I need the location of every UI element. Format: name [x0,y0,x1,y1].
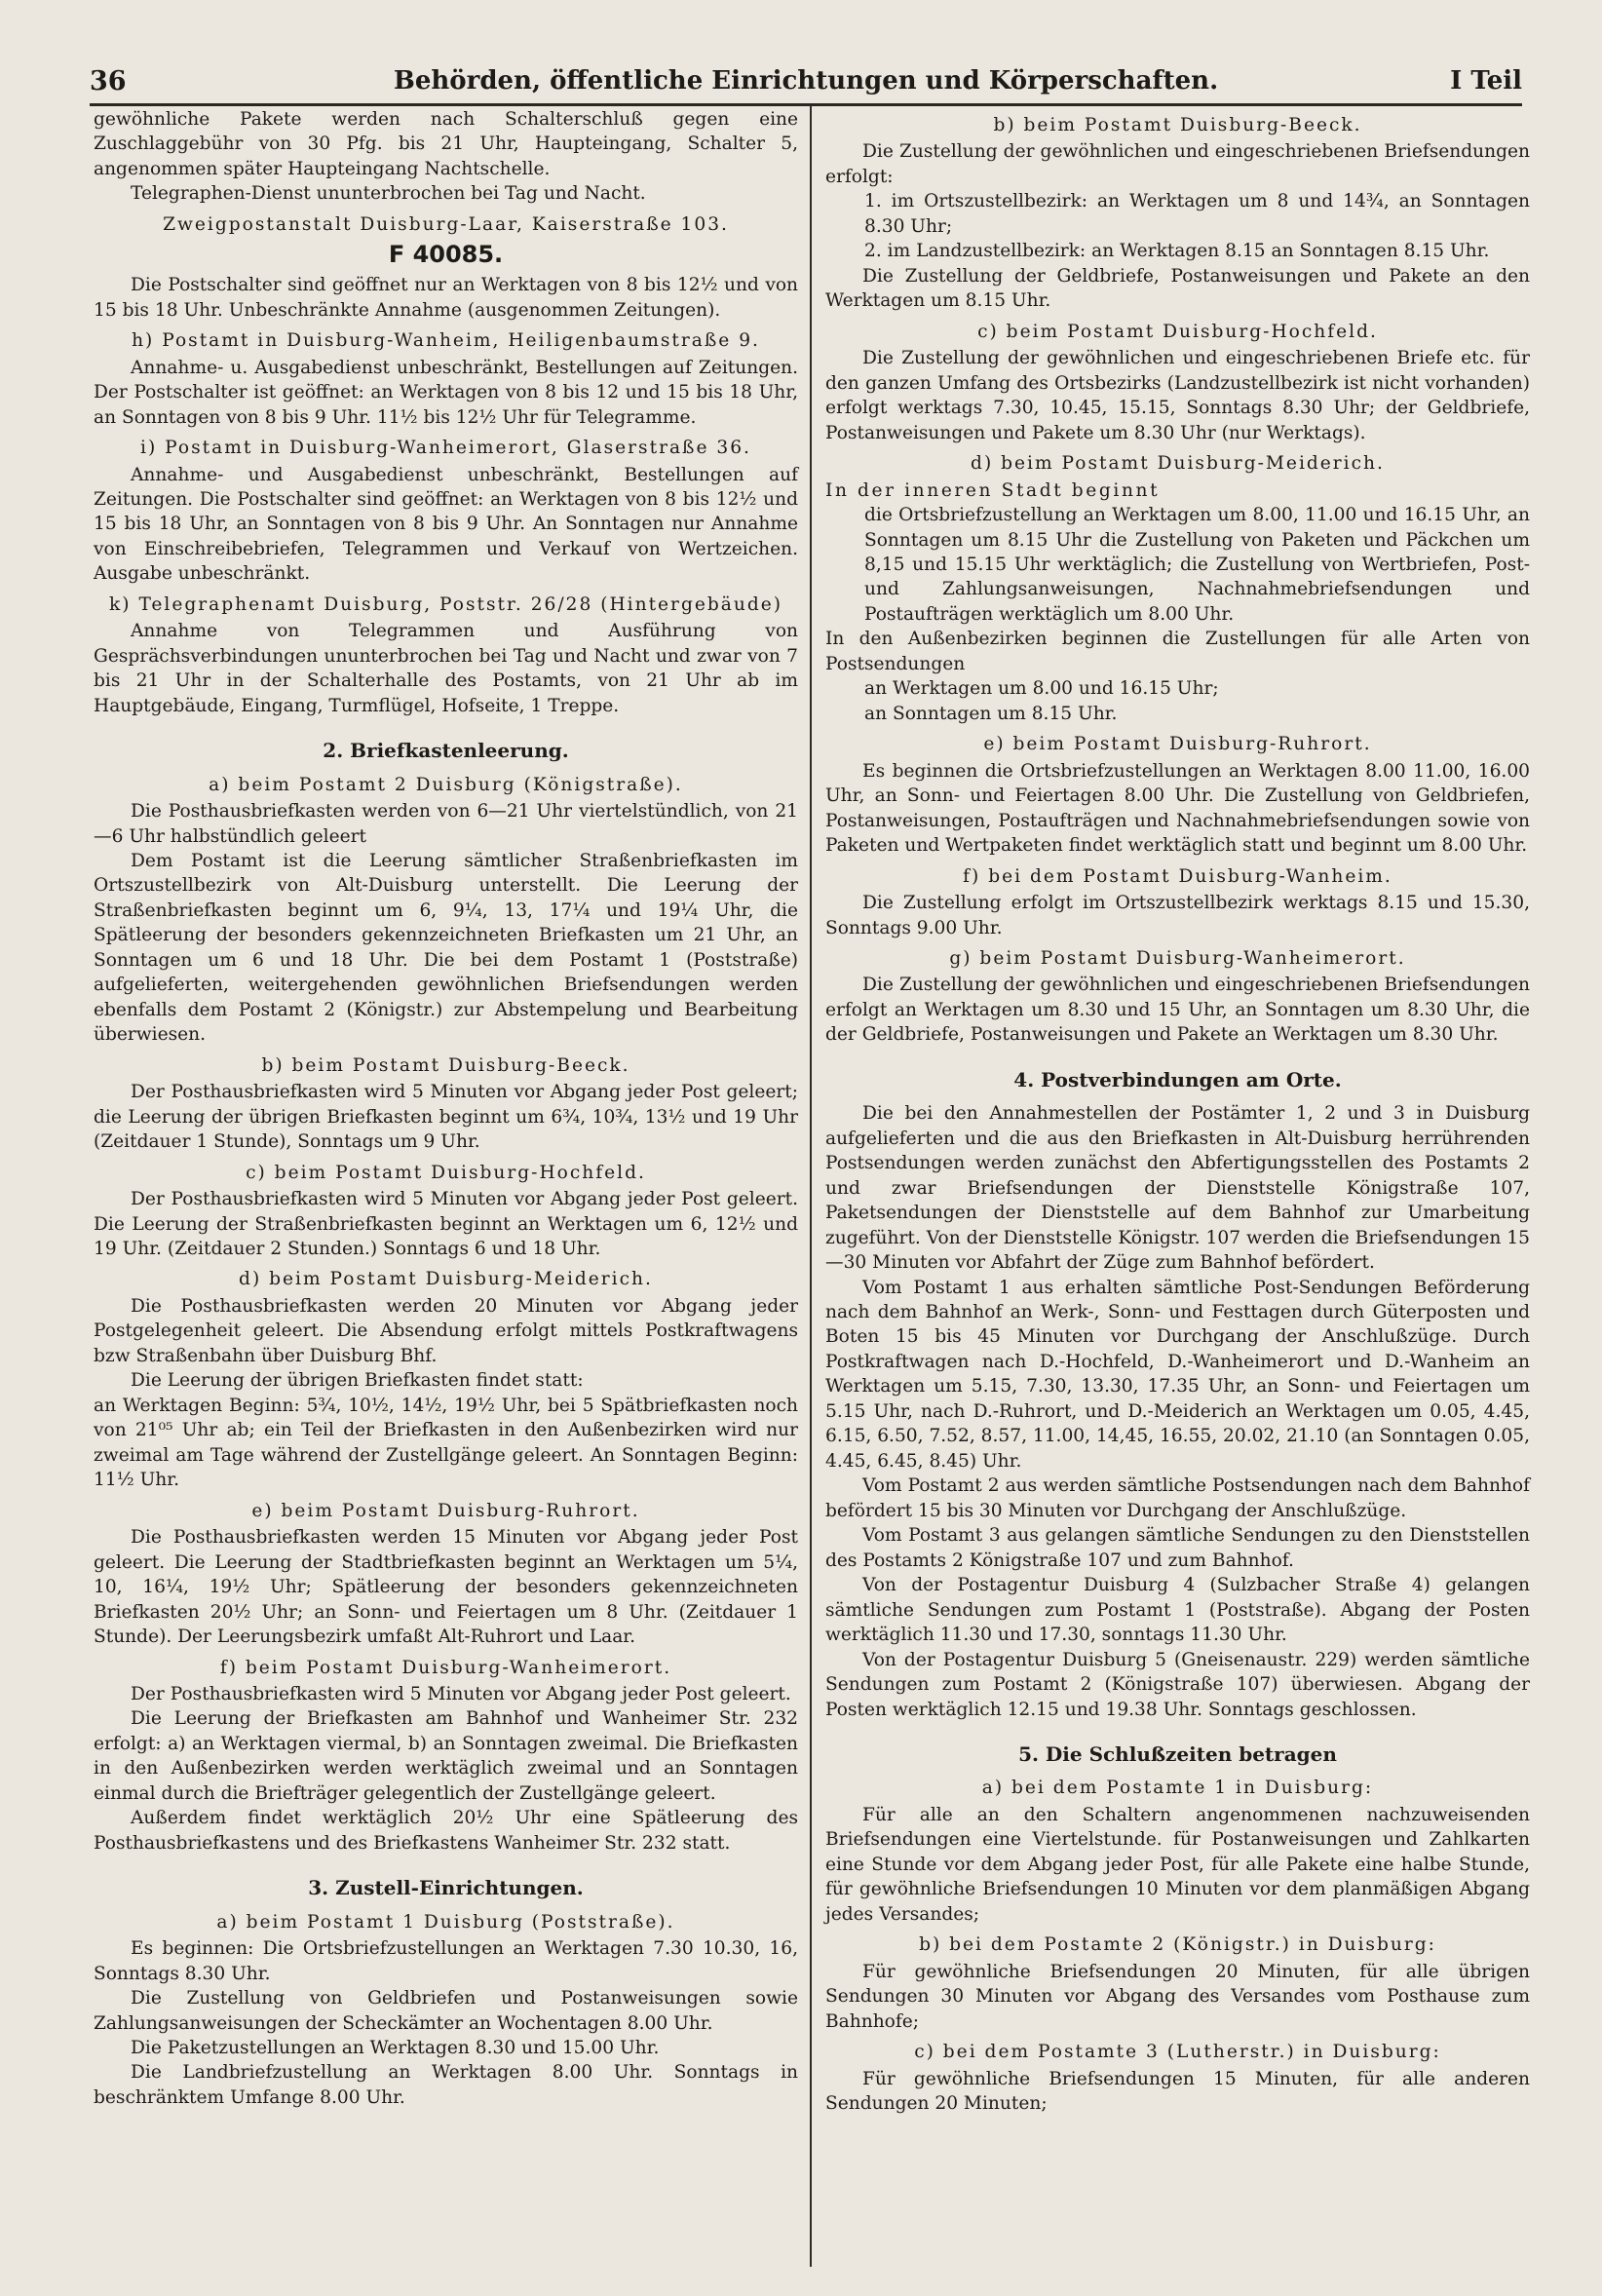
s3e-heading: e) beim Postamt Duisburg-Ruhrort. [983,734,1372,755]
right-column [825,107,1530,2116]
s2e-heading: e) beim Postamt Duisburg-Ruhrort. [251,1500,640,1521]
laar-phone: F 40085. [388,241,504,269]
s3f-heading: f) bei dem Postamt Duisburg-Wanheim. [963,865,1392,887]
s2a-paragraph-2: Dem Postamt ist die Leerung sämtlicher Straßenbriefkasten im Ortszustellbezirk von Alt-Duisburg unterstellt. Die Leerung der Straßenbriefkasten beginnt um 6, 9¼, 13, 17¼ und 19¼ Uhr, die Spätleerung der besonders gekennzeichneten Briefkasten um 21 Uhr, an Sonntagen um 6 und 18 Uhr. Die bei dem Postamt 1 (Poststraße) aufgelieferten, weitergehenden gewöhnlichen Briefsendungen werden ebenfalls dem Postamt 2 (Königstr.) zur Abstempelung und Bearbeitung überwiesen. [94,850,798,1046]
s3d-outer-label: In den Außenbezirken beginnen die Zustellungen für alle Arten von Postsendungen [825,629,1530,674]
s4-paragraph-4: Vom Postamt 3 aus gelangen sämtliche Sendungen zu den Dienststellen des Postamts 2 Königstraße 107 und zum Bahnhof. [825,1525,1530,1571]
s2f-paragraph-3: Außerdem findet werktäglich 20½ Uhr eine Spätleerung des Posthausbriefkastens und des Briefkastens Wanheimer Str. 232 statt. [94,1808,798,1854]
s5b-heading: b) bei dem Postamte 2 (Königstr.) in Duisburg: [919,1934,1436,1956]
s3a-paragraph-3: Die Paketzustellungen an Werktagen 8.30 und 15.00 Uhr. [131,2038,660,2058]
s3c-paragraph: Die Zustellung der gewöhnlichen und eingeschriebenen Briefe etc. für den ganzen Umfang des Ortsbezirks (Landzustellbezirk ist nicht vorhanden) erfolgt werktags 7.30, 10.45, 15.15, Sonntags 8.30 Uhr; der Geldbriefe, Postanweisungen und Pakete um 8.30 Uhr (nur Werktags). [825,348,1530,443]
s3b-heading: b) beim Postamt Duisburg-Beeck. [993,115,1362,135]
s4-paragraph-5: Von der Postagentur Duisburg 4 (Sulzbacher Straße 4) gelangen sämtliche Sendungen zum Postamt 1 (Poststraße). Abgang der Posten werktäglich 11.30 und 17.30, sonntags 11.30 Uhr. [825,1575,1530,1646]
s3b-paragraph-1: Die Zustellung der gewöhnlichen und eingeschriebenen Briefsendungen erfolgt: [825,141,1530,187]
s2a-heading: a) beim Postamt 2 Duisburg (Königstraße). [209,774,683,795]
s3b-paragraph-2: Die Zustellung der Geldbriefe, Postanweisungen und Pakete an den Werktagen um 8.15 Uhr. [825,265,1530,312]
s2d-heading: d) beim Postamt Duisburg-Meiderich. [239,1269,653,1290]
s3g-heading: g) beim Postamt Duisburg-Wanheimerort. [949,948,1406,969]
s3e-paragraph: Es beginnen die Ortsbriefzustellungen an Werktagen 8.00 11.00, 16.00 Uhr, an Sonn- und Feiertagen 8.00 Uhr. Die Zustellung von Geldbriefen, Postanweisungen, Postaufträgen und Nachnahmebriefsendungen sowie von Paketen und Wertpaketen findet werktäglich statt und beginnt um 8.00 Uhr. [825,760,1530,857]
s4-paragraph-2: Vom Postamt 1 aus erhalten sämtliche Post-Sendungen Beförderung nach dem Bahnhof an Werk-, Sonn- und Festtagen durch Güterposten und Boten 15 bis 45 Minuten vor Durchgang der Anschlußzüge. Durch Postkraftwagen nach D.-Hochfeld, D.-Wanheimerort und D.-Wanheim an Werktagen um 5.15, 7.30, 13.30, 17.35 Uhr, an Sonn- und Feiertagen um 5.15 Uhr, nach D.-Ruhrort, und D.-Meiderich an Werktagen um 0.05, 4.45, 6.15, 6.50, 7.52, 8.57, 11.00, 14,45, 16.55, 20.02, 21.10 (an Sonntagen 0.05, 4.45, 6.45, 8.45) Uhr. [825,1277,1530,1472]
s5a-paragraph: Für alle an den Schaltern angenommenen nachzuweisenden Briefsendungen eine Viertelstunde. für Postanweisungen und Zahlkarten eine Stunde vor dem Abgang jeder Post, für alle Pakete eine halbe Stunde, für gewöhnliche Briefsendungen 10 Minuten vor dem planmäßigen Abgang jedes Versandes; [825,1804,1530,1925]
s2d-paragraph-1: Die Posthausbriefkasten werden 20 Minuten vor Abgang jeder Postgelegenheit geleert. Die Absendung erfolgt mittels Postkraftwagens bzw Straßenbahn über Duisburg Bhf. [94,1295,798,1366]
s5b-paragraph: Für gewöhnliche Briefsendungen 20 Minuten, für alle übrigen Sendungen 30 Minuten vor Abgang des Versandes vom Posthause zum Bahnhofe; [825,1961,1530,2032]
s2c-paragraph: Der Posthausbriefkasten wird 5 Minuten vor Abgang jeder Post geleert. Die Leerung der Straßenbriefkasten beginnt an Werktagen um 6, 12½ und 19 Uhr. (Zeitdauer 2 Stunden.) Sonntags 6 und 18 Uhr. [94,1189,798,1260]
laar-paragraph: Die Postschalter sind geöffnet nur an Werktagen von 8 bis 12½ und von 15 bis 18 Uhr. Unbeschränkte Annahme (ausgenommen Zeitungen). [94,275,798,321]
s3a-heading: a) beim Postamt 1 Duisburg (Poststraße). [216,1911,675,1932]
column-divider [810,105,812,2267]
s3a-paragraph-1: Es beginnen: Die Ortsbriefzustellungen an Werktagen 7.30 10.30, 16, Sonntags 8.30 Uhr. [94,1938,798,1984]
s3d-inner-paragraph: die Ortsbriefzustellung an Werktagen um 8.00, 11.00 und 16.15 Uhr, an Sonntagen um 8.15 Uhr die Zustellung von Paketen und Päckchen um 8,15 und 15.15 Uhr werktäglich; die Zustellung von Wertbriefen, Post- und Zahlungsanweisungen, Nachnahmebriefsendungen und Postaufträgen werktäglich um 8.00 Uhr. [864,505,1530,625]
section-h-heading: h) Postamt in Duisburg-Wanheim, Heiligenbaumstraße 9. [132,330,760,352]
running-title: Behörden, öffentliche Einrichtungen und Körperschaften. [393,66,1219,96]
section-5-title: 5. Die Schlußzeiten betragen [1018,1741,1337,1766]
s5c-heading: c) bei dem Postamte 3 (Lutherstr.) in Duisburg: [914,2042,1441,2063]
s3b-line-2: 2. im Landzustellbezirk: an Werktagen 8.15 an Sonntagen 8.15 Uhr. [864,241,1490,262]
s2f-paragraph-1: Der Posthausbriefkasten wird 5 Minuten vor Abgang jeder Post geleert. [131,1683,791,1704]
s3a-paragraph-4: Die Landbriefzustellung an Werktagen 8.00 Uhr. Sonntags in beschränktem Umfange 8.00 Uhr. [94,2062,798,2108]
s3g-paragraph: Die Zustellung der gewöhnlichen und eingeschriebenen Briefsendungen erfolgt an Werktagen um 8.30 und 15 Uhr, an Sonntagen um 8.30 Uhr, die der Geldbriefe, Postanweisungen und Pakete an Werktagen um 8.30 Uhr. [825,975,1530,1046]
s2c-heading: c) beim Postamt Duisburg-Hochfeld. [246,1162,646,1183]
s5a-heading: a) bei dem Postamte 1 in Duisburg: [981,1778,1374,1799]
s3f-paragraph: Die Zustellung erfolgt im Ortszustellbezirk werktags 8.15 und 15.30, Sonntags 9.00 Uhr. [825,893,1530,938]
s3a-paragraph-2: Die Zustellung von Geldbriefen und Postanweisungen sowie Zahlungsanweisungen der Scheckämter an Wochentagen 8.00 Uhr. [94,1988,798,2034]
section-4-title: 4. Postverbindungen am Orte. [1013,1067,1342,1091]
s2f-heading: f) beim Postamt Duisburg-Wanheimerort. [219,1657,672,1678]
section-h-paragraph: Annahme- u. Ausgabedienst unbeschränkt, Bestellungen auf Zeitungen. Der Postschalter ist geöffnet: an Werktagen von 8 bis 12 und 15 bis 18 Uhr, an Sonntagen von 8 bis 9 Uhr. 11½ bis 12½ Uhr für Telegramme. [94,357,798,428]
laar-heading: Zweigpostanstalt Duisburg-Laar, Kaiserstraße 103. [163,213,729,235]
s3d-outer-line-2: an Sonntagen um 8.15 Uhr. [864,703,1118,724]
section-3-title: 3. Zustell-Einrichtungen. [308,1876,584,1900]
s2a-paragraph-1: Die Posthausbriefkasten werden von 6—21 Uhr viertelstündlich, von 21—6 Uhr halbstündlich geleert [94,801,798,847]
s4-paragraph-1: Die bei den Annahmestellen der Postämter 1, 2 und 3 in Duisburg aufgelieferten und die aus den Briefkasten in Alt-Duisburg herrührenden Postsendungen werden zunächst den Abfertigungsstellen des Postamts 2 und zwar Briefsendungen der Dienststelle Königstraße 107, Paketsendungen der Dienststelle auf dem Bahnhof zur Umarbeitung zugeführt. Von der Dienststelle Königstr. 107 werden die Briefsendungen 15—30 Minuten vor Abfahrt der Züge zum Bahnhof befördert. [825,1103,1530,1274]
s2b-paragraph: Der Posthausbriefkasten wird 5 Minuten vor Abgang jeder Post geleert; die Leerung der übrigen Briefkasten beginnt um 6¾, 10¾, 13½ und 19 Uhr (Zeitdauer 1 Stunde), Sonntags um 9 Uhr. [94,1082,798,1153]
left-column [94,107,798,2110]
page-number: 36 [90,66,127,96]
telegraph-paragraph: Telegraphen-Dienst ununterbrochen bei Tag und Nacht. [131,183,646,205]
s4-paragraph-6: Von der Postagentur Duisburg 5 (Gneisenaustr. 229) werden sämtliche Sendungen zum Postamt 2 (Königstraße 107) überwiesen. Abgang der Posten werktäglich 12.15 und 19.38 Uhr. Sonntags geschlossen. [825,1649,1530,1720]
s3d-outer-line-1: an Werktagen um 8.00 und 16.15 Uhr; [864,678,1219,700]
section-i-heading: i) Postamt in Duisburg-Wanheimerort, Glaserstraße 36. [140,438,751,459]
intro-paragraph: gewöhnliche Pakete werden nach Schalterschluß gegen eine Zuschlaggebühr von 30 Pfg. bis 21 Uhr, Haupteingang, Schalter 5, angenommen später Haupteingang Nachtschelle. [94,109,798,179]
section-2-title: 2. Briefkastenleerung. [323,739,569,763]
part-label: I Teil [1450,66,1522,96]
section-k-paragraph: Annahme von Telegrammen und Ausführung von Gesprächsverbindungen ununterbrochen bei Tag und Nacht und zwar von 7 bis 21 Uhr in der Schalterhalle des Postamts, von 21 Uhr ab im Hauptgebäude, Eingang, Turmflügel, Hofseite, 1 Treppe. [94,621,798,716]
s2e-paragraph: Die Posthausbriefkasten werden 15 Minuten vor Abgang jeder Post geleert. Die Leerung der Stadtbriefkasten beginnt an Werktagen um 5¼, 10, 16¼, 19½ Uhr; Spätleerung der besonders gekennzeichneten Briefkasten 20½ Uhr; an Sonn- und Feiertagen um 8 Uhr. (Zeitdauer 1 Stunde). Der Leerungsbezirk umfaßt Alt-Ruhrort und Laar. [94,1527,798,1648]
s2d-paragraph-2: Die Leerung der übrigen Briefkasten findet statt: [131,1370,584,1392]
section-i-paragraph: Annahme- und Ausgabedienst unbeschränkt, Bestellungen auf Zeitungen. Die Postschalter sind geöffnet: an Werktagen von 8 bis 12½ und 15 bis 18 Uhr, an Sonntagen von 8 bis 9 Uhr. An Sonntagen nur Annahme von Einschreibebriefen, Telegrammen und Verkauf von Wertzeichen. Ausgabe unbeschränkt. [94,464,798,585]
section-k-heading: k) Telegraphenamt Duisburg, Poststr. 26/28 (Hintergebäude) [109,593,782,615]
s2b-heading: b) beim Postamt Duisburg-Beeck. [261,1054,630,1076]
s3d-inner-label: In der inneren Stadt beginnt [825,479,1161,501]
s3b-line-1: 1. im Ortszustellbezirk: an Werktagen um 8 und 14¾, an Sonntagen 8.30 Uhr; [864,191,1530,237]
page-header [90,60,1522,106]
s4-paragraph-3: Vom Postamt 2 aus werden sämtliche Postsendungen nach dem Bahnhof befördert 15 bis 30 Minuten vor Durchgang der Anschlußzüge. [825,1475,1530,1521]
s3c-heading: c) beim Postamt Duisburg-Hochfeld. [977,321,1378,342]
s3d-heading: d) beim Postamt Duisburg-Meiderich. [971,453,1385,475]
s2f-paragraph-2: Die Leerung der Briefkasten am Bahnhof und Wanheimer Str. 232 erfolgt: a) an Werktagen viermal, b) an Sonntagen zweimal. Die Briefkasten in den Außenbezirken werden werktäglich zweimal und an Sonntagen einmal durch die Briefträger gelegentlich der Zustellgänge geleert. [94,1708,798,1804]
s5c-paragraph: Für gewöhnliche Briefsendungen 15 Minuten, für alle anderen Sendungen 20 Minuten; [825,2068,1530,2114]
s2d-paragraph-3: an Werktagen Beginn: 5¾, 10½, 14½, 19½ Uhr, bei 5 Spätbriefkasten noch von 21⁰⁵ Uhr ab; ein Teil der Briefkasten in den Außenbezirken wird nur zweimal am Tage während der Zustellgänge geleert. An Sonntagen Beginn: 11½ Uhr. [94,1395,798,1491]
